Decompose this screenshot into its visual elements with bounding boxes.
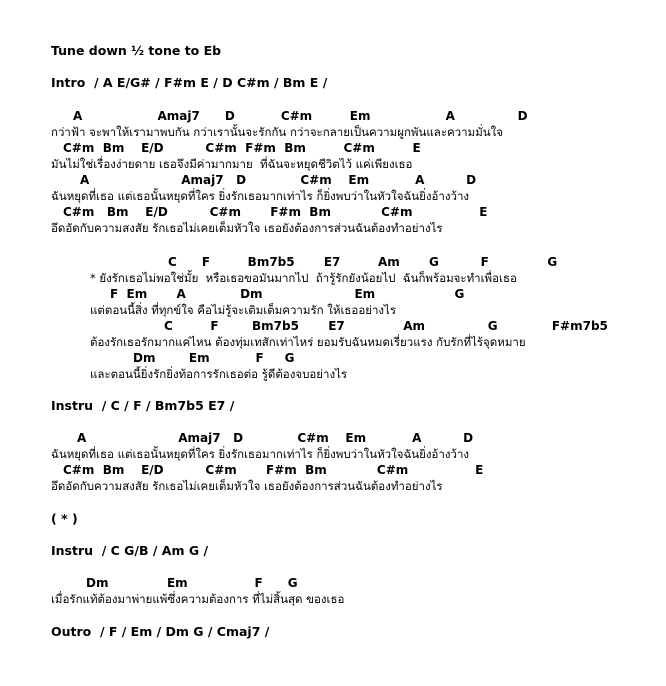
chord-line: F Em A Dm Em G: [110, 287, 465, 301]
chord-line: C#m Bm E/D C#m F#m Bm C#m E: [63, 205, 488, 219]
chord-line: C F Bm7b5 E7 Am G F#m7b5: [164, 319, 608, 333]
chord-line: A Amaj7 D C#m Em A D: [80, 173, 477, 187]
instru-line: Instru / C G/B / Am G /: [51, 543, 209, 558]
outro-line: Outro / F / Em / Dm G / Cmaj7 /: [51, 624, 270, 639]
lyric-line: * ยังรักเธอไม่พอใช่มั้ย หรือเธอขอมันมากไป ถ้ารู้รักยังน้อยไป ฉันก็พร้อมจะทำเพื่อเธอ: [90, 271, 517, 285]
lyric-line: อึดอัดกับความสงสัย รักเธอไม่เคยเต็มหัวใจ เธอยังต้องการส่วนฉันต้องทำอย่างไร: [51, 221, 443, 235]
instru-line: Instru / C / F / Bm7b5 E7 /: [51, 398, 235, 413]
lyric-line: กว่าฟ้า จะพาให้เรามาพบกัน กว่าเรานั้นจะรักกัน กว่าจะกลายเป็นความผูกพันและความมั่นใจ: [51, 125, 503, 139]
repeat-chorus-mark: ( * ): [51, 511, 78, 526]
lyric-line: ฉันหยุดที่เธอ แต่เธอนั้นหยุดที่ใคร ยิ่งรักเธอมากเท่าไร ก็ยิ่งพบว่าในหัวใจฉันยิ่งอ้างว้าง: [51, 189, 470, 203]
chord-line: C#m Bm E/D C#m F#m Bm C#m E: [63, 141, 421, 155]
chord-line: C F Bm7b5 E7 Am G F G: [168, 255, 558, 269]
chord-line: A Amaj7 D C#m Em A D: [73, 109, 528, 123]
chord-line: C#m Bm E/D C#m F#m Bm C#m E: [63, 463, 484, 477]
intro-line: Intro / A E/G# / F#m E / D C#m / Bm E /: [51, 75, 328, 90]
lyric-line: แต่ตอนนี้สิ่ง ที่ทุกข์ใจ คือไม่รู้จะเติมเต็มความรัก ให้เธออย่างไร: [90, 303, 396, 317]
lyric-line: เมื่อรักแท้ต้องมาพ่ายแพ้ซึ่งความต้องการ ที่ไม่สิ้นสุด ของเธอ: [51, 592, 345, 606]
chord-line: Dm Em F G: [133, 351, 295, 365]
lyric-line: อึดอัดกับความสงสัย รักเธอไม่เคยเต็มหัวใจ เธอยังต้องการส่วนฉันต้องทำอย่างไร: [51, 479, 443, 493]
lyric-line: ฉันหยุดที่เธอ แต่เธอนั้นหยุดที่ใคร ยิ่งรักเธอมากเท่าไร ก็ยิ่งพบว่าในหัวใจฉันยิ่งอ้างว้าง: [51, 447, 470, 461]
lyric-line: และตอนนี้ยิ่งรักยิ่งท้อการรักเธอต่อ รู้ดีต้องจบอย่างไร: [90, 367, 348, 381]
lyric-line: มันไม่ใช่เรื่องง่ายดาย เธอจึงมีค่ามากมาย ที่ฉันจะหยุดชีวิตไว้ แค่เพียงเธอ: [51, 157, 413, 171]
chord-line: Dm Em F G: [86, 576, 298, 590]
lyric-line: ต้องรักเธอรักมากแค่ไหน ต้องทุ่มเทสักเท่าไหร่ ยอมรับฉันหมดเรี่ยวแรง กับรักที่ไร้จุดหมาย: [90, 335, 526, 349]
tuning-note: Tune down ½ tone to Eb: [51, 43, 222, 58]
chord-line: A Amaj7 D C#m Em A D: [77, 431, 474, 445]
